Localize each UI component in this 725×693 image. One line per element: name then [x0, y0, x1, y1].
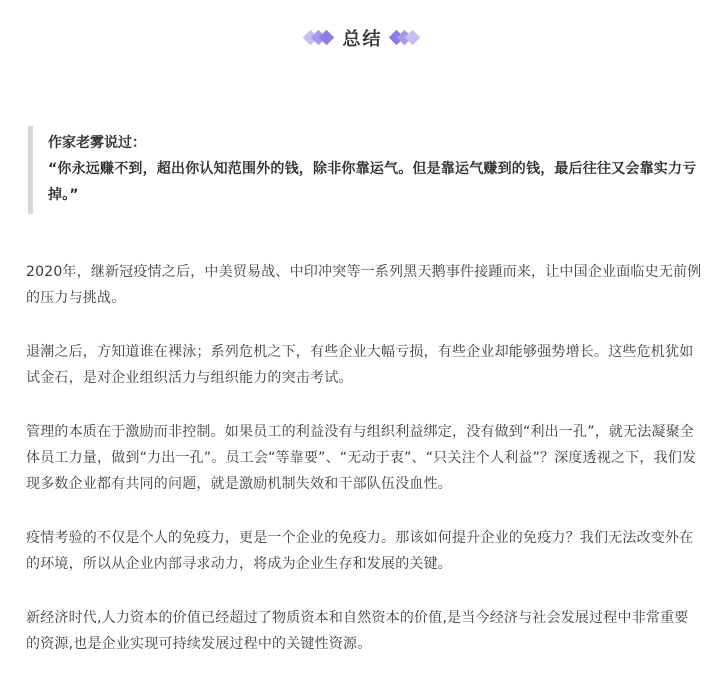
blockquote [28, 126, 708, 214]
paragraph-4: 疫情考验的不仅是个人的免疫力，更是一个企业的免疫力。那该如何提升企业的免疫力？我们无法改变外在的环境，所以从企业内部寻求动力，将成为企业生存和发展的关键。 [26, 530, 694, 572]
section-header [0, 22, 725, 54]
paragraph-1: 2020年，继新冠疫情之后，中美贸易战、中印冲突等一系列黑天鹅事件接踵而来，让中国企业面临史无前例的压力与挑战。 [26, 264, 702, 306]
section-title: 总结 [342, 29, 383, 50]
diamond-decoration-right-icon [389, 28, 423, 48]
quote-text: “你永远赚不到，超出你认知范围外的钱，除非你靠运气。但是靠运气赚到的钱，最后往往又会靠实力亏掉。” [48, 161, 697, 203]
paragraph-3: 管理的本质在于激励而非控制。如果员工的利益没有与组织利益绑定，没有做到“利出一孔”，就无法凝聚全体员工力量，做到“力出一孔”。员工会“等靠要”、“无动于衷”、“只关注个人利益”？深度透视之下，我们发现多数企业都有共同的问题，就是激励机制失效和干部队伍没血性。 [26, 424, 697, 492]
diamond-decoration-left-icon [303, 28, 337, 48]
quote-author: 作家老雾说过： [48, 135, 146, 151]
paragraph-2: 退潮之后，方知道谁在裸泳；系列危机之下，有些企业大幅亏损，有些企业却能够强势增长。这些危机犹如试金石，是对企业组织活力与组织能力的突击考试。 [26, 344, 694, 386]
paragraph-5: 新经济时代,人力资本的价值已经超过了物质资本和自然资本的价值,是当今经济与社会发展过程中非常重要的资源,也是企业实现可持续发展过程中的关键性资源。 [26, 610, 689, 652]
